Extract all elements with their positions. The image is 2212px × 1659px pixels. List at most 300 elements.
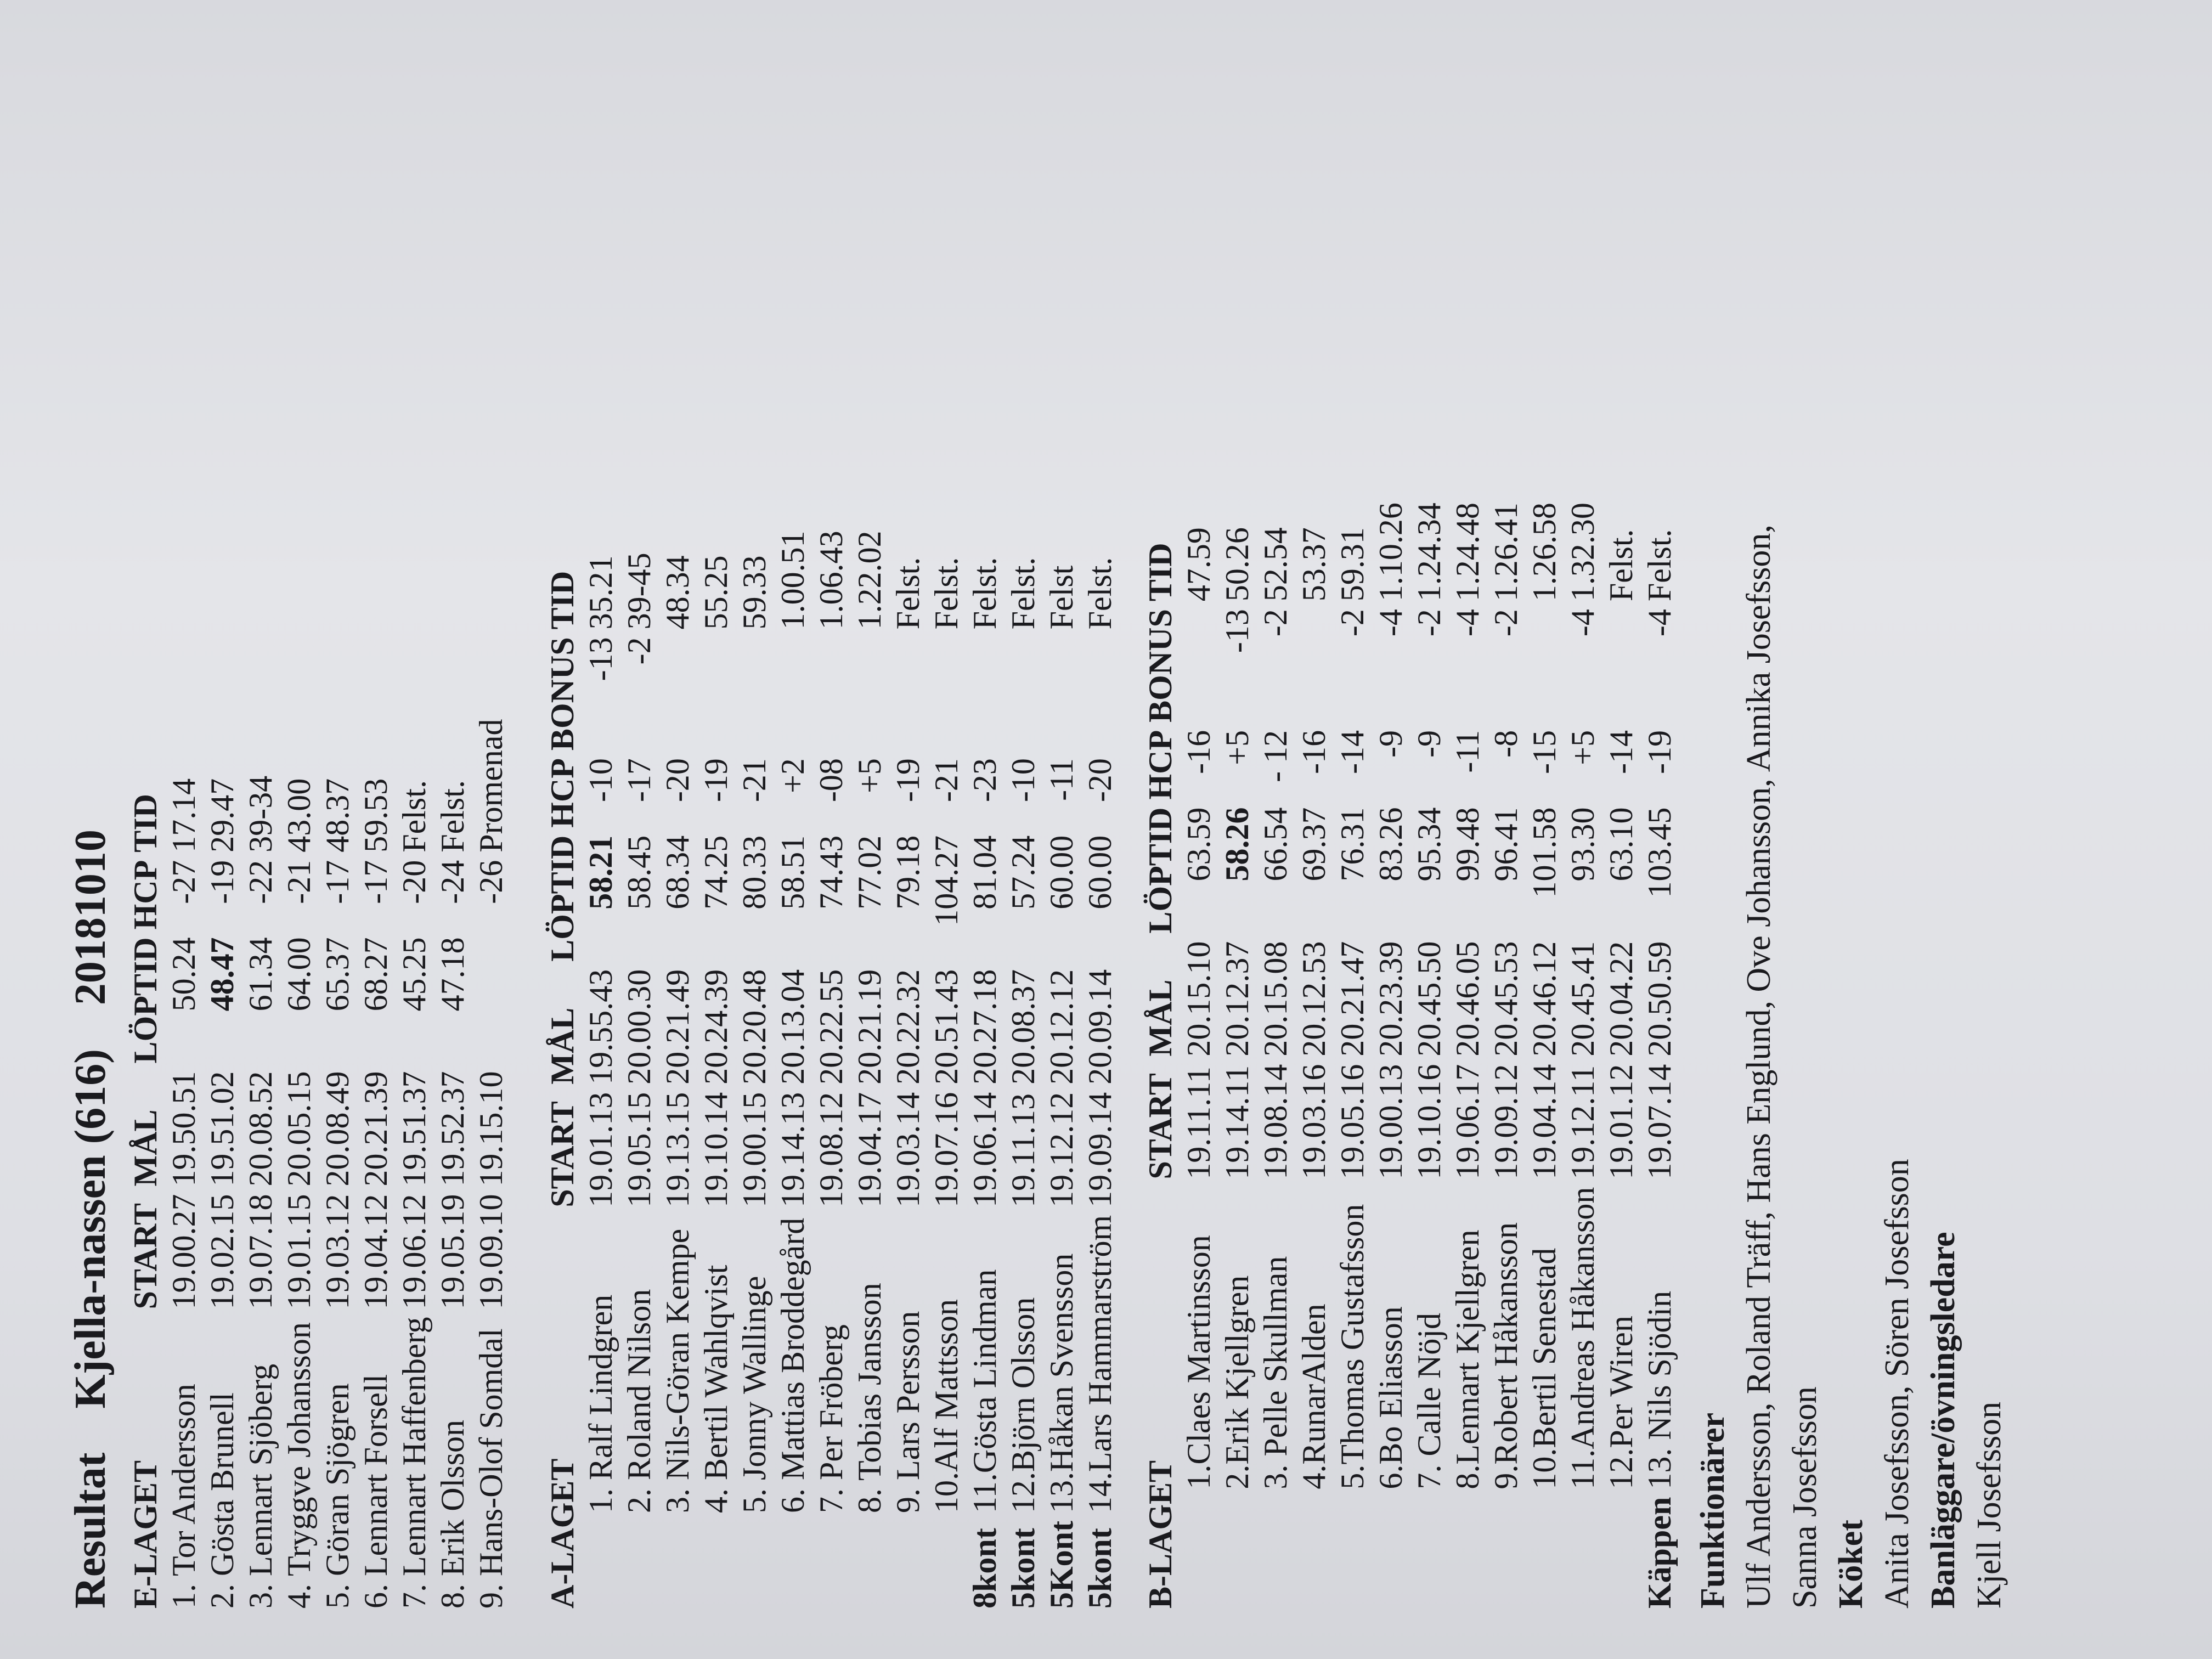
col-tid: TID	[127, 794, 163, 853]
runner-name: 11.Andreas Håkansson	[1565, 1187, 1601, 1489]
row-number: 5.	[319, 1584, 356, 1609]
row-note	[1256, 1489, 1295, 1609]
table-row	[1410, 495, 1448, 1609]
table-row	[280, 711, 318, 1609]
start-time: 19.04.14	[1526, 1064, 1562, 1180]
banlaggare-text: Kjell Josefsson	[1971, 1401, 2008, 1609]
start-time: 19.07.16	[928, 1092, 964, 1207]
row-note	[735, 1513, 774, 1609]
bonus: -4	[1641, 609, 1678, 637]
table-row	[203, 711, 241, 1609]
banlaggare-label: Banläggare/övningsledare	[1925, 1232, 1962, 1609]
finish-time: 20.04.22	[1603, 941, 1639, 1057]
handicap: -9	[1373, 730, 1409, 758]
runner-name: Hans-Olof Somdal	[473, 1328, 509, 1576]
start-time: 19.10.14	[698, 1092, 734, 1207]
row-note: 5kont	[1082, 1528, 1118, 1609]
handicap: -23	[967, 758, 1003, 803]
bonus	[1525, 601, 1564, 723]
run-time: 104.27	[928, 835, 964, 926]
handicap: -10	[1005, 758, 1041, 803]
run-time: 66.54	[1257, 807, 1294, 882]
handicap: +5	[1219, 730, 1255, 765]
runner-name: 4. Bertil Wahlqvist	[698, 1265, 734, 1513]
row-note	[1180, 1489, 1218, 1609]
runner-name: Gösta Brunell	[204, 1392, 240, 1576]
finish-time: 20.20.48	[736, 969, 772, 1085]
result-time: 1.00.51	[775, 531, 811, 630]
table-row	[774, 523, 812, 1609]
e-laget-table	[126, 711, 510, 1609]
runner-name: Lennart Haffenberg	[396, 1317, 432, 1576]
run-time: 83.26	[1373, 807, 1409, 882]
run-time: 95.34	[1411, 807, 1447, 882]
run-time: 61.34	[242, 937, 279, 1012]
result-time: 39-45	[621, 552, 657, 630]
run-time: 74.25	[698, 835, 734, 910]
table-row	[927, 523, 966, 1609]
finish-time: 20.46.05	[1449, 941, 1486, 1057]
row-note	[1295, 1489, 1333, 1609]
start-time: 19.01.15	[281, 1194, 317, 1310]
run-time: 60.00	[1043, 835, 1080, 910]
b-laget-table	[1141, 495, 1679, 1609]
runner-name: 5.Thomas Gustafsson	[1334, 1204, 1370, 1489]
start-time: 19.03.12	[319, 1194, 356, 1310]
row-note	[812, 1513, 850, 1609]
handicap: -16	[1181, 730, 1217, 774]
run-time: 80.33	[736, 835, 772, 910]
table-row	[433, 711, 472, 1609]
runner-name: Tryggve Johansson	[281, 1322, 317, 1576]
handicap: -26	[473, 860, 509, 904]
run-time: 65.37	[319, 937, 356, 1012]
result-time: Felst.	[1005, 557, 1041, 630]
run-time: 79.18	[890, 835, 926, 910]
run-time: 60.00	[1082, 835, 1118, 910]
result-time: 29.47	[204, 778, 240, 853]
finish-time: 20.15.10	[1181, 941, 1217, 1057]
handicap: -27	[166, 860, 202, 904]
col-tid: TID	[1142, 543, 1178, 602]
result-time: 1.06.43	[813, 531, 849, 630]
bonus: -4	[1565, 609, 1601, 637]
finish-time: 20.45.41	[1565, 941, 1601, 1057]
bonus: -4	[1449, 609, 1486, 637]
table-row	[1180, 495, 1218, 1609]
col-loptid: LÖPTID	[127, 937, 163, 1064]
runner-name: 13.Håkan Svensson	[1043, 1253, 1080, 1513]
bonus: -2	[1488, 609, 1524, 637]
e-laget-rows	[165, 711, 510, 1609]
table-row	[889, 523, 927, 1609]
result-time: 1.10.26	[1373, 503, 1409, 602]
handicap: -17	[358, 860, 394, 904]
table-row	[1525, 495, 1564, 1609]
row-note: 5kont	[1005, 1528, 1041, 1609]
col-loptid: LÖPTID	[544, 835, 580, 962]
results-sheet	[66, 29, 2212, 1609]
handicap: -20	[659, 758, 696, 803]
row-number: 2.	[204, 1584, 240, 1609]
col-hcp: HCP	[544, 758, 580, 828]
handicap: -19	[698, 758, 734, 803]
handicap: -8	[1488, 730, 1524, 758]
col-mal: MÅL	[127, 1109, 163, 1187]
start-time: 19.11.13	[1005, 1093, 1041, 1207]
run-time: 81.04	[967, 835, 1003, 910]
result-time: Felst.	[435, 780, 471, 853]
row-note: 5Kont	[1043, 1520, 1080, 1609]
row-number: 8.	[435, 1584, 471, 1609]
table-row	[1372, 495, 1410, 1609]
runner-name: 10.Bertil Senestad	[1526, 1248, 1562, 1489]
result-time: 1.24.34	[1411, 503, 1447, 602]
run-time: 68.34	[659, 835, 696, 910]
footer	[1690, 29, 2012, 1609]
handicap: -19	[890, 758, 926, 803]
table-row	[966, 523, 1004, 1609]
table-row	[812, 523, 850, 1609]
handicap: -11	[1449, 730, 1486, 773]
e-laget-label: E-LAGET	[127, 1460, 163, 1609]
start-time: 19.09.12	[1488, 1064, 1524, 1180]
runner-name: 12.Björn Olsson	[1005, 1297, 1041, 1513]
run-time: 58.51	[775, 835, 811, 910]
runner-name: 1. Ralf Lindgren	[583, 1294, 619, 1513]
run-time: 77.02	[851, 835, 888, 910]
runner-name: 2. Roland Nilson	[621, 1289, 657, 1513]
handicap: -10	[583, 758, 619, 803]
a-laget-table	[543, 523, 1119, 1609]
finish-time: 20.23.39	[1373, 941, 1409, 1057]
finish-time: 20.21.39	[358, 1071, 394, 1187]
start-time: 19.04.17	[851, 1092, 888, 1207]
result-time: Felst.	[890, 557, 926, 630]
row-number: 1.	[166, 1584, 202, 1609]
bonus	[697, 629, 735, 751]
finish-time: 20.21.49	[659, 969, 696, 1085]
row-number: 7.	[396, 1584, 432, 1609]
table-row	[1333, 495, 1372, 1609]
row-note	[697, 1513, 735, 1609]
bonus	[658, 629, 697, 751]
result-time: 50.26	[1219, 527, 1255, 602]
table-row	[620, 523, 658, 1609]
table-row	[241, 711, 280, 1609]
result-time: 1.26.58	[1526, 503, 1562, 602]
row-note	[620, 1513, 658, 1609]
finish-time: 20.22.55	[813, 969, 849, 1085]
handicap: -21	[281, 860, 317, 904]
finish-time: 20.08.37	[1005, 969, 1041, 1085]
col-bonus: BONUS	[1142, 609, 1178, 723]
col-start: START	[127, 1203, 163, 1310]
row-note: Käppen	[1641, 1497, 1678, 1609]
start-time: 19.03.16	[1296, 1064, 1332, 1180]
finish-time: 20.12.53	[1296, 941, 1332, 1057]
runner-name: 3. Nils-Göran Kempe	[659, 1228, 696, 1513]
result-time: Felst.	[1641, 529, 1678, 602]
start-time: 19.13.15	[659, 1092, 696, 1207]
run-time: 99.48	[1449, 807, 1486, 882]
row-note	[850, 1513, 889, 1609]
finish-time: 20.08.49	[319, 1071, 356, 1187]
koket-text: Anita Josefsson, Sören Josefsson	[1878, 1159, 1916, 1609]
run-time: 48.47	[204, 937, 240, 1012]
table-row	[697, 523, 735, 1609]
result-time: Felst	[1043, 565, 1080, 630]
handicap: - 12	[1257, 730, 1294, 782]
row-note	[1525, 1489, 1564, 1609]
finish-time: 20.08.52	[242, 1071, 279, 1187]
finish-time: 20.27.18	[967, 969, 1003, 1085]
start-time: 19.14.11	[1219, 1065, 1255, 1180]
page-title: Resultat	[66, 1452, 115, 1609]
funktionarer-line1: Ulf Andersson, Roland Träff, Hans Englund, Ove Johansson, Annika Josefsson,	[1740, 524, 1778, 1609]
runner-name: 7. Per Fröberg	[813, 1324, 849, 1513]
run-time: 50.24	[166, 937, 202, 1012]
section-e-laget	[126, 29, 510, 1609]
runner-name: 9. Lars Persson	[890, 1311, 926, 1513]
bonus: -2	[1334, 609, 1370, 637]
bonus	[966, 629, 1004, 751]
result-time: 17.14	[166, 778, 202, 853]
runner-name: Tor Andersson	[166, 1384, 202, 1576]
a-laget-label: A-LAGET	[544, 1458, 580, 1609]
bonus	[1602, 601, 1640, 723]
runner-name: 10.Alf Mattsson	[928, 1299, 964, 1513]
row-note	[927, 1513, 966, 1609]
run-time: 63.59	[1181, 807, 1217, 882]
run-time: 69.37	[1296, 807, 1332, 882]
runner-name: Göran Sjögren	[319, 1383, 356, 1576]
run-time: 58.45	[621, 835, 657, 910]
start-time: 19.09.10	[473, 1194, 509, 1310]
row-number: 3.	[242, 1584, 279, 1609]
b-laget-rows	[1180, 495, 1679, 1609]
row-note	[658, 1513, 697, 1609]
handicap: -19	[1641, 730, 1678, 774]
bonus	[1081, 629, 1119, 751]
finish-time: 20.05.15	[281, 1071, 317, 1187]
col-hcp: HCP	[127, 860, 163, 930]
handicap: -11	[1043, 758, 1080, 801]
b-laget-label: B-LAGET	[1142, 1460, 1178, 1609]
handicap: +5	[851, 758, 888, 793]
bonus	[1180, 601, 1218, 723]
bonus	[774, 629, 812, 751]
run-time: 103.45	[1641, 807, 1678, 898]
table-row	[318, 711, 357, 1609]
run-time: 63.10	[1603, 807, 1639, 882]
col-loptid: LÖPTID	[1142, 807, 1178, 934]
finish-time: 20.12.37	[1219, 941, 1255, 1057]
row-note	[582, 1513, 620, 1609]
table-row	[395, 711, 433, 1609]
start-time: 19.02.15	[204, 1194, 240, 1310]
start-time: 19.09.14	[1082, 1092, 1118, 1207]
row-number: 9.	[473, 1584, 509, 1609]
table-row	[165, 711, 203, 1609]
result-time: Promenad	[473, 719, 509, 853]
start-time: 19.00.15	[736, 1092, 772, 1207]
start-time: 19.12.12	[1043, 1092, 1080, 1207]
runner-name: Lennart Forsell	[358, 1374, 394, 1576]
table-row	[357, 711, 395, 1609]
bonus: -2	[621, 637, 657, 665]
start-time: 19.10.16	[1411, 1064, 1447, 1180]
result-time: 1.26.41	[1488, 503, 1524, 602]
start-time: 19.06.12	[396, 1194, 432, 1310]
finish-time: 20.50.59	[1641, 941, 1678, 1057]
row-note	[1218, 1489, 1256, 1609]
handicap: +2	[775, 758, 811, 793]
finish-time: 20.22.32	[890, 969, 926, 1085]
row-note	[774, 1513, 812, 1609]
table-row	[1295, 495, 1333, 1609]
finish-time: 20.24.39	[698, 969, 734, 1085]
table-row	[1081, 523, 1119, 1609]
handicap: -16	[1296, 730, 1332, 774]
start-time: 19.05.16	[1334, 1064, 1370, 1180]
col-start: START	[544, 1101, 580, 1207]
bonus: -13	[583, 637, 619, 681]
run-time: 57.24	[1005, 835, 1041, 910]
start-time: 19.05.15	[621, 1092, 657, 1207]
a-laget-header-row	[543, 523, 582, 1609]
bonus	[735, 629, 774, 751]
row-note	[1372, 1489, 1410, 1609]
finish-time: 19.15.10	[473, 1071, 509, 1187]
table-row	[582, 523, 620, 1609]
result-time: 52.54	[1257, 527, 1294, 602]
start-time: 19.08.12	[813, 1092, 849, 1207]
start-time: 19.00.27	[166, 1194, 202, 1310]
finish-time: 20.21.19	[851, 969, 888, 1085]
result-time: Felst.	[967, 557, 1003, 630]
row-note	[1487, 1489, 1525, 1609]
b-laget-header-row	[1141, 495, 1180, 1609]
handicap: -22	[242, 860, 279, 904]
row-note	[1410, 1489, 1448, 1609]
start-time: 19.06.14	[967, 1092, 1003, 1207]
table-row	[1218, 495, 1256, 1609]
result-time: 55.25	[698, 555, 734, 630]
runner-name: 5. Jonny Wallinge	[736, 1276, 772, 1513]
runner-name: 14.Lars Hammarström	[1082, 1215, 1118, 1513]
run-time: 58.21	[583, 835, 619, 910]
finish-time: 20.45.53	[1488, 941, 1524, 1057]
table-row	[850, 523, 889, 1609]
bonus	[889, 629, 927, 751]
result-time: 1.32.30	[1565, 503, 1601, 602]
run-time: 68.27	[358, 937, 394, 1012]
finish-time: 19.55.43	[583, 969, 619, 1085]
finish-time: 20.13.04	[775, 969, 811, 1085]
handicap: -20	[396, 860, 432, 904]
table-row	[1487, 495, 1525, 1609]
bonus	[850, 629, 889, 751]
runner-name: 1.Claes Martinsson	[1181, 1235, 1217, 1489]
run-time: 93.30	[1565, 807, 1601, 882]
finish-time: 20.09.14	[1082, 969, 1118, 1085]
run-time: 58.26	[1219, 807, 1255, 882]
row-note	[889, 1513, 927, 1609]
handicap: -17	[621, 758, 657, 803]
result-time: 53.37	[1296, 527, 1332, 602]
result-time: Felst.	[1603, 529, 1639, 602]
heading	[66, 830, 116, 1609]
finish-time: 20.21.47	[1334, 941, 1370, 1057]
table-row	[1640, 495, 1679, 1609]
handicap: +5	[1565, 730, 1601, 765]
start-time: 19.11.11	[1181, 1066, 1217, 1180]
result-time: Felst.	[396, 780, 432, 853]
runner-name: 2.Erik Kjellgren	[1219, 1275, 1255, 1489]
result-time: 39-34	[242, 775, 279, 853]
runner-name: 8. Tobias Jansson	[851, 1283, 888, 1513]
result-time: 48.37	[319, 778, 356, 853]
start-time: 19.07.18	[242, 1194, 279, 1310]
table-row	[1602, 495, 1640, 1609]
start-time: 19.06.17	[1449, 1064, 1486, 1180]
row-note	[1602, 1489, 1640, 1609]
start-time: 19.00.13	[1373, 1064, 1409, 1180]
bonus	[1295, 601, 1333, 723]
table-row	[735, 523, 774, 1609]
run-time: 64.00	[281, 937, 317, 1012]
finish-time: 20.45.50	[1411, 941, 1447, 1057]
start-time: 19.01.12	[1603, 1064, 1639, 1180]
run-time: 74.43	[813, 835, 849, 910]
result-time: 59.31	[1334, 527, 1370, 602]
runner-name: 12.Per Wiren	[1603, 1316, 1639, 1489]
table-row	[1564, 495, 1602, 1609]
runner-name: Lennart Sjöberg	[242, 1363, 279, 1576]
runner-name: 7. Calle Nöjd	[1411, 1312, 1447, 1489]
start-time: 19.14.13	[775, 1092, 811, 1207]
finish-time: 20.15.08	[1257, 941, 1294, 1057]
funktionarer-line2: Sanna Josefsson	[1786, 1386, 1824, 1609]
bonus: -4	[1373, 609, 1409, 637]
table-row	[658, 523, 697, 1609]
table-row	[1042, 523, 1081, 1609]
bonus: -2	[1257, 609, 1294, 637]
runner-name: 8.Lennart Kjellgren	[1449, 1229, 1486, 1489]
run-time	[472, 929, 510, 1063]
runner-name: Erik Olsson	[435, 1420, 471, 1576]
finish-time: 19.51.02	[204, 1071, 240, 1187]
handicap: -15	[1526, 730, 1562, 774]
result-time: 59.33	[736, 555, 772, 630]
table-row	[1004, 523, 1042, 1609]
runner-name: 11.Gösta Lindman	[967, 1269, 1003, 1513]
result-time: 43.00	[281, 778, 317, 853]
row-note	[1448, 1489, 1487, 1609]
start-time: 19.08.14	[1257, 1064, 1294, 1180]
col-mal: MÅL	[544, 1007, 580, 1085]
funktionarer-label: Funktionärer	[1694, 1412, 1731, 1609]
row-note: 8kont	[967, 1528, 1003, 1609]
row-number: 6.	[358, 1584, 394, 1609]
finish-time: 20.00.30	[621, 969, 657, 1085]
finish-time: 20.46.12	[1526, 941, 1562, 1057]
runner-name: 3. Pelle Skullman	[1257, 1256, 1294, 1489]
start-time: 19.07.14	[1641, 1064, 1678, 1180]
bonus	[927, 629, 966, 751]
start-time: 19.12.11	[1565, 1065, 1601, 1180]
